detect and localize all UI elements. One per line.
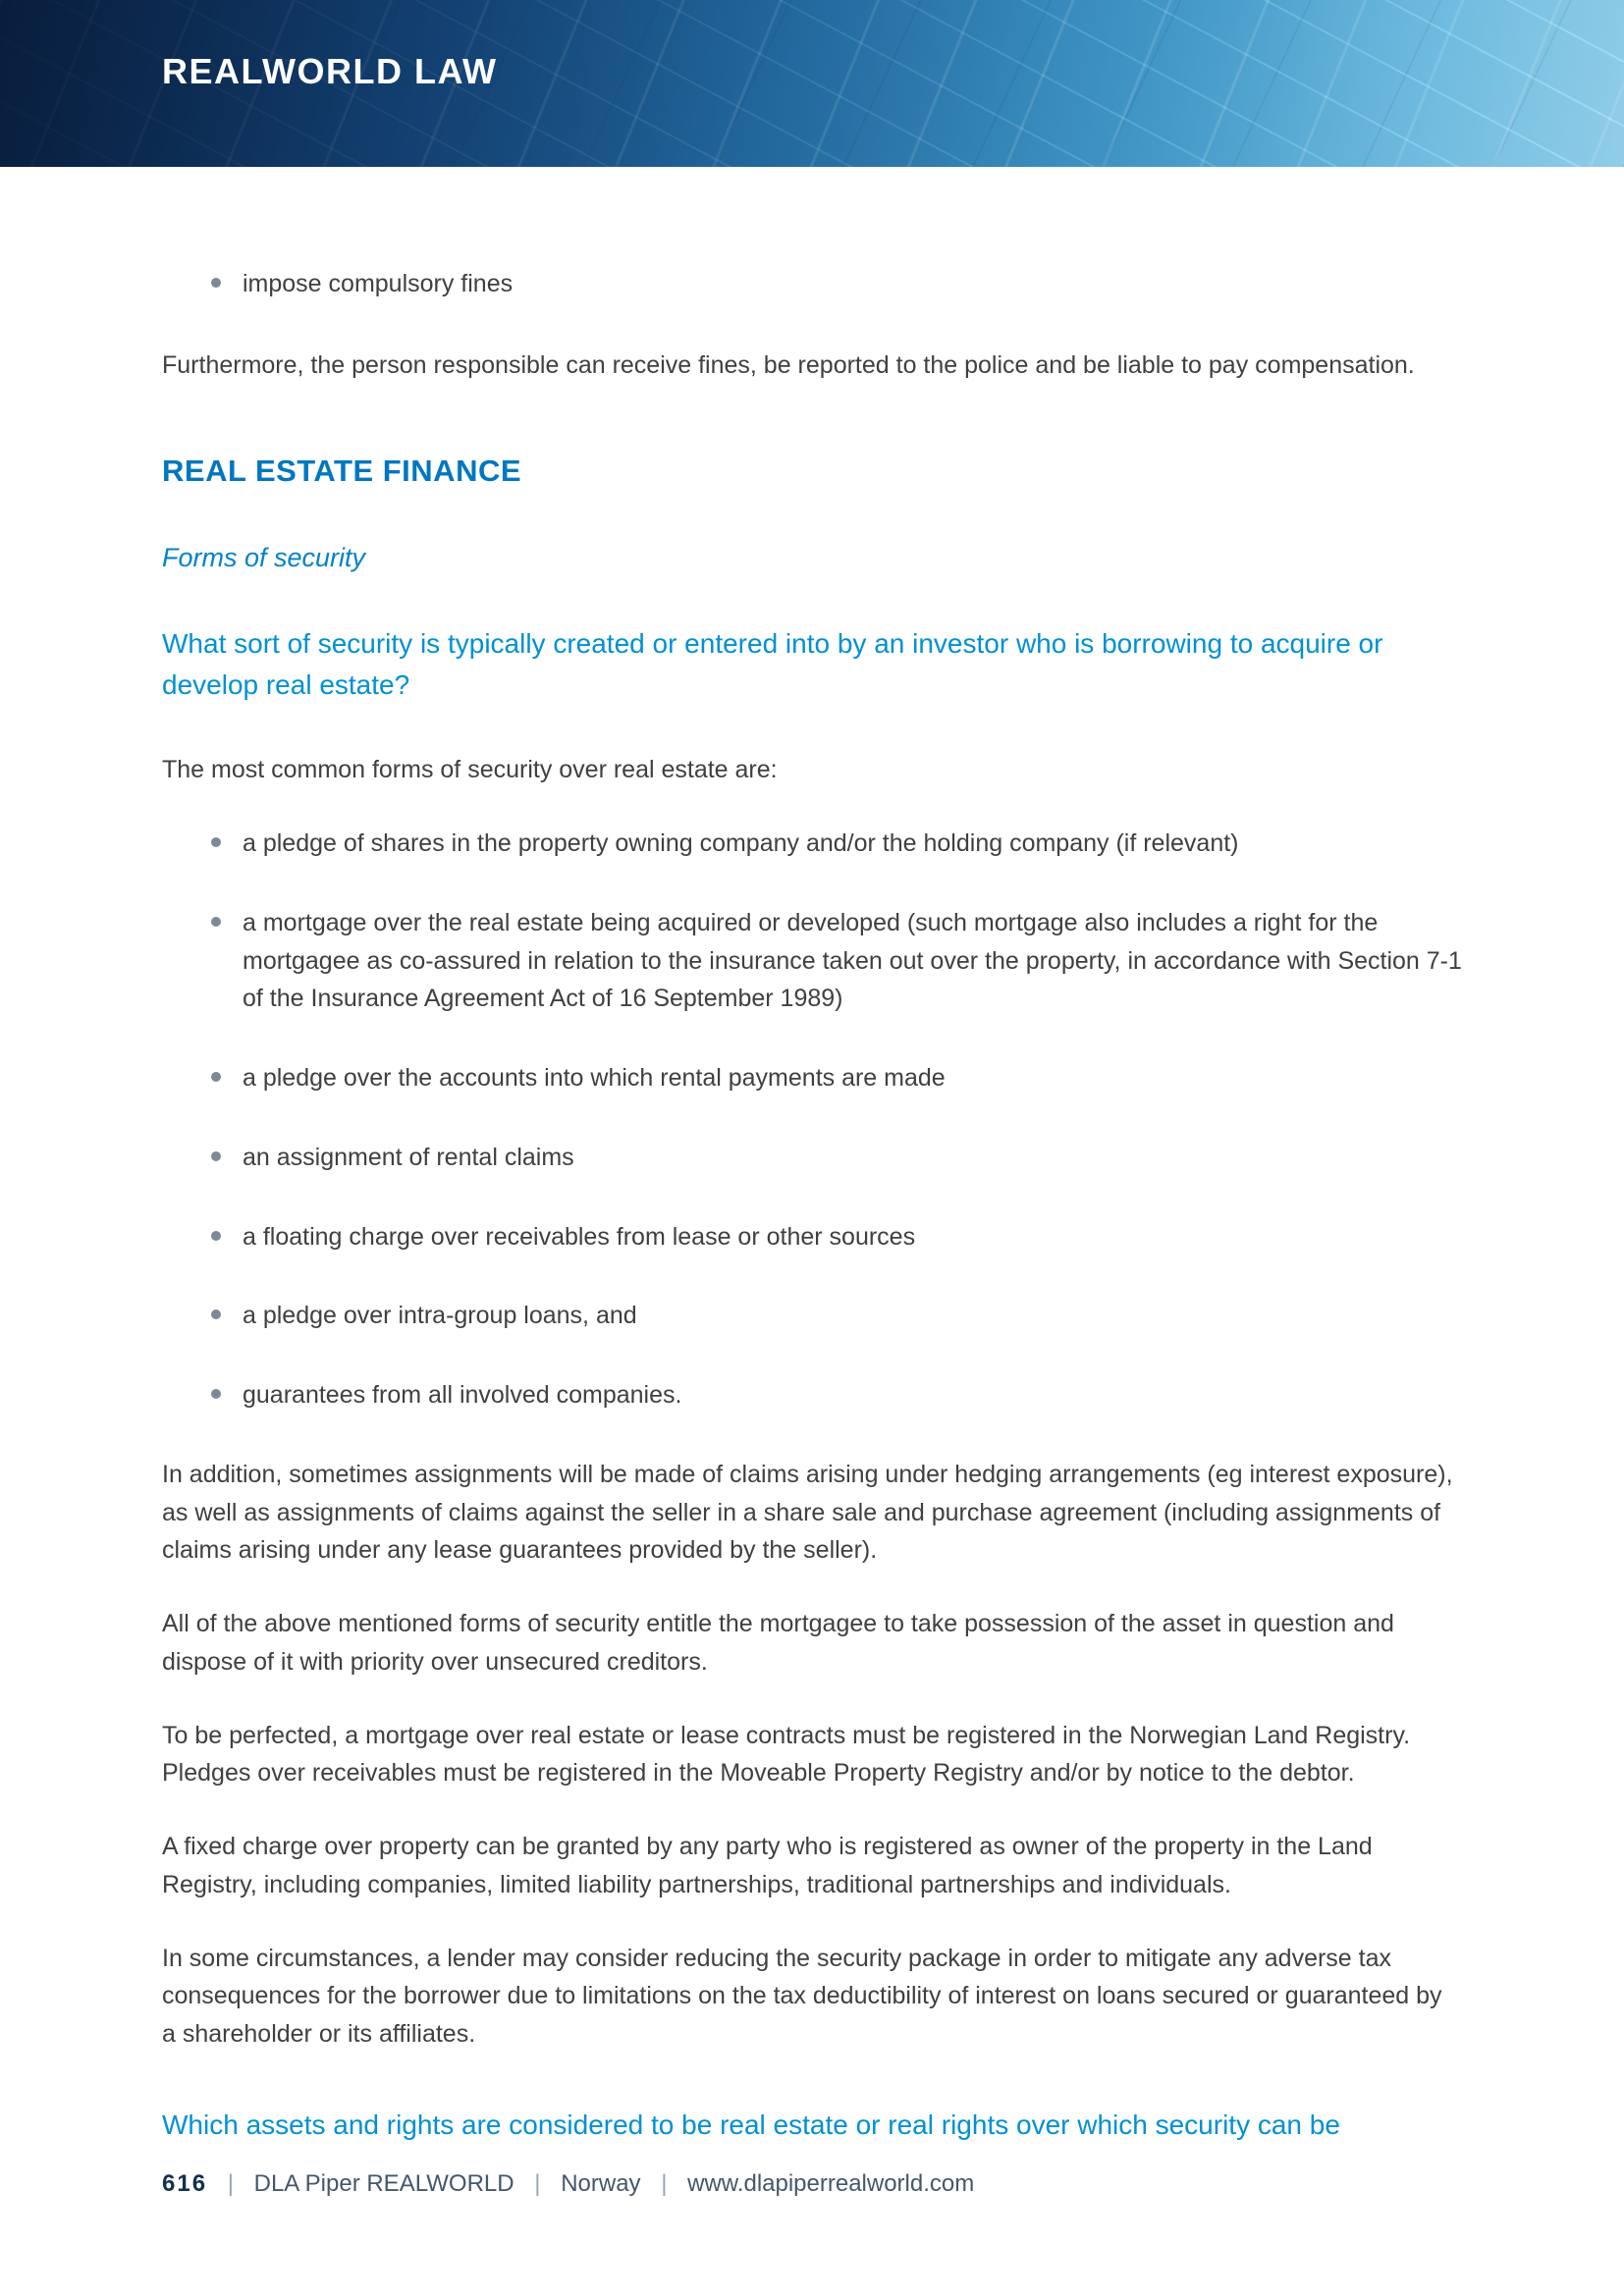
bullet-icon [211, 1309, 221, 1319]
list-item-text: a pledge over intra-group loans, and [243, 1302, 637, 1330]
list-item [211, 1297, 1462, 1335]
list-item-text: a pledge over the accounts into which rental payments are made [243, 1064, 946, 1093]
list-item [211, 1139, 1462, 1177]
list-item [211, 1376, 1462, 1415]
lead-paragraph: The most common forms of security over real estate are: [162, 756, 778, 784]
bullet-icon [211, 917, 221, 927]
bullet-icon [211, 1389, 221, 1399]
footer-brand: DLA Piper REALWORLD [253, 2170, 514, 2197]
footer-separator: | [534, 2170, 541, 2197]
footer-country: Norway [561, 2170, 641, 2197]
body-paragraph: All of the above mentioned forms of security entitle the mortgagee to take possession of the asset in question and dispose of it with priority over unsecured creditors. [162, 1610, 1394, 1676]
list-item-text: a pledge of shares in the property owning company and/or the holding company (if relevant) [243, 829, 1239, 858]
page-number: 616 [162, 2170, 208, 2197]
list-item-text: impose compulsory fines [243, 270, 514, 297]
bullet-icon [211, 278, 221, 288]
page-content [0, 167, 1624, 2146]
list-item [211, 1218, 1462, 1256]
bullet-icon [211, 1151, 221, 1161]
bullet-icon [211, 837, 221, 847]
bullet-icon [211, 1231, 221, 1241]
list-item-text: a mortgage over the real estate being acquired or developed (such mortgage also includes a right for the mortgagee as co-assured in relation to the insurance taken out over the property, in accordance with Section 7-1 of the Insurance Agreement Act of 16 September 1989) [243, 908, 1462, 1013]
body-paragraph: In addition, sometimes assignments will be made of claims arising under hedging arrangements (eg interest exposure), as well as assignments of claims against the seller in a share sale and purchase agreement (including assignments of claims arising under any lease guarantees provided by the seller). [162, 1460, 1453, 1565]
list-item [211, 1059, 1462, 1097]
list-item [211, 904, 1462, 1018]
list-item-text: a floating charge over receivables from lease or other sources [243, 1222, 916, 1251]
body-paragraph: A fixed charge over property can be granted by any party who is registered as owner of the property in the Land Registry, including companies, limited liability partnerships, traditional partnerships and individuals. [162, 1833, 1373, 1898]
section-title: REAL ESTATE FINANCE [162, 453, 522, 488]
body-paragraph: To be perfected, a mortgage over real estate or lease contracts must be registered in the Norwegian Land Registry. Pledges over receivables must be registered in the Moveable Property Registry and/or by notice to the debtor. [162, 1721, 1411, 1788]
list-item-text: guarantees from all involved companies. [243, 1381, 682, 1410]
bullet-icon [211, 1072, 221, 1082]
intro-paragraph: Furthermore, the person responsible can receive fines, be reported to the police and be liable to pay compensation. [162, 350, 1415, 379]
footer-url-link[interactable]: www.dlapiperrealworld.com [687, 2170, 975, 2197]
list-item-text: an assignment of rental claims [243, 1143, 574, 1171]
list-item [211, 265, 1462, 303]
list-item [211, 825, 1462, 863]
question-heading-1: What sort of security is typically created or entered into by an investor who is borrowing to acquire or develop real estate? [162, 628, 1383, 701]
page-footer [162, 2170, 974, 2198]
footer-separator: | [661, 2170, 668, 2197]
intro-bullet-list [162, 265, 1462, 303]
header-banner [0, 0, 1624, 167]
body-paragraph: In some circumstances, a lender may consider reducing the security package in order to mitigate any adverse tax consequences for the borrower due to limitations on the tax deductibility of interest on loans secured or guaranteed by a shareholder or its affiliates. [162, 1944, 1442, 2049]
brand-title: REALWORLD LAW [162, 51, 498, 91]
security-forms-list [162, 825, 1462, 1415]
footer-separator: | [227, 2170, 234, 2197]
question-heading-2: Which assets and rights are considered to be real estate or real rights over which security can be [162, 2109, 1340, 2140]
section-subtitle: Forms of security [162, 542, 366, 572]
